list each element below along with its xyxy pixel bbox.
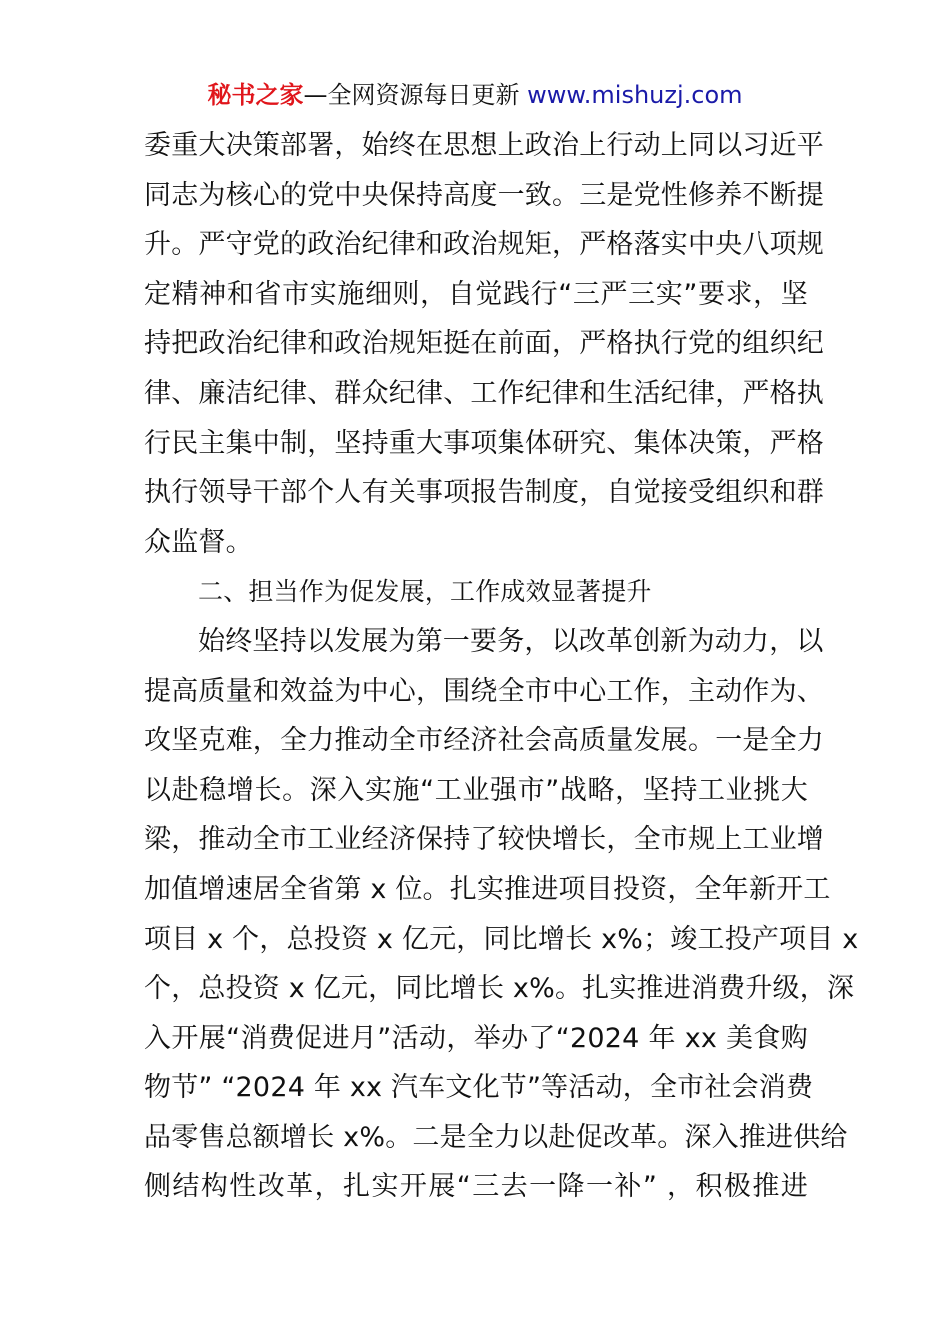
- text-line: 侧结构性改革，扎实开展“三去一降一补” ，积极推进: [144, 1171, 808, 1203]
- text-line: 持把政治纪律和政治规矩挺在前面，严格执行党的组织纪: [144, 328, 824, 360]
- header-brand: 秘书之家: [207, 81, 304, 109]
- section-heading: 二、担当作为促发展，工作成效显著提升: [198, 577, 652, 607]
- page-header: [0, 78, 950, 112]
- text-line: 提高质量和效益为中心，围绕全市中心工作，主动作为、: [144, 675, 824, 707]
- text-line: 定精神和省市实施细则，自觉践行“三严三实”要求，坚: [144, 278, 808, 310]
- text-line: 攻坚克难，全力推动全市经济社会高质量发展。一是全力: [144, 725, 824, 757]
- text-line: 委重大决策部署，始终在思想上政治上行动上同以习近平: [144, 130, 824, 161]
- header-site-link[interactable]: www.mishuzj.com: [527, 81, 743, 109]
- text-line: 律、廉洁纪律、群众纪律、工作纪律和生活纪律，严格执: [144, 377, 824, 409]
- text-line: 升。严守党的政治纪律和政治规矩，严格落实中央八项规: [144, 229, 824, 261]
- text-line: 始终坚持以发展为第一要务，以改革创新为动力，以: [198, 625, 824, 657]
- text-line: 行民主集中制，坚持重大事项集体研究、集体决策，严格: [144, 427, 824, 459]
- text-line: 加值增速居全省第 x 位。扎实推进项目投资，全年新开工: [144, 873, 831, 905]
- header-tagline: —全网资源每日更新: [303, 81, 528, 109]
- text-line: 众监督。: [144, 526, 253, 558]
- document-body: [144, 121, 859, 1212]
- text-line: 梁，推动全市工业经济保持了较快增长，全市规上工业增: [144, 824, 824, 856]
- text-line: 项目 x 个，总投资 x 亿元，同比增长 x%；竣工投产项目 x: [144, 923, 859, 955]
- text-line: 执行领导干部个人有关事项报告制度，自觉接受组织和群: [144, 477, 824, 509]
- text-line: 个，总投资 x 亿元，同比增长 x%。扎实推进消费升级，深: [144, 973, 855, 1005]
- text-line: 品零售总额增长 x%。二是全力以赴促改革。深入推进供给: [144, 1121, 848, 1153]
- text-line: 以赴稳增长。深入实施“工业强市”战略，坚持工业挑大: [144, 774, 808, 806]
- text-line: 入开展“消费促进月”活动，举办了“2024 年 xx 美食购: [144, 1022, 808, 1054]
- text-line: 同志为核心的党中央保持高度一致。三是党性修养不断提: [144, 179, 824, 211]
- text-line: 物节” “2024 年 xx 汽车文化节”等活动，全市社会消费: [144, 1072, 814, 1104]
